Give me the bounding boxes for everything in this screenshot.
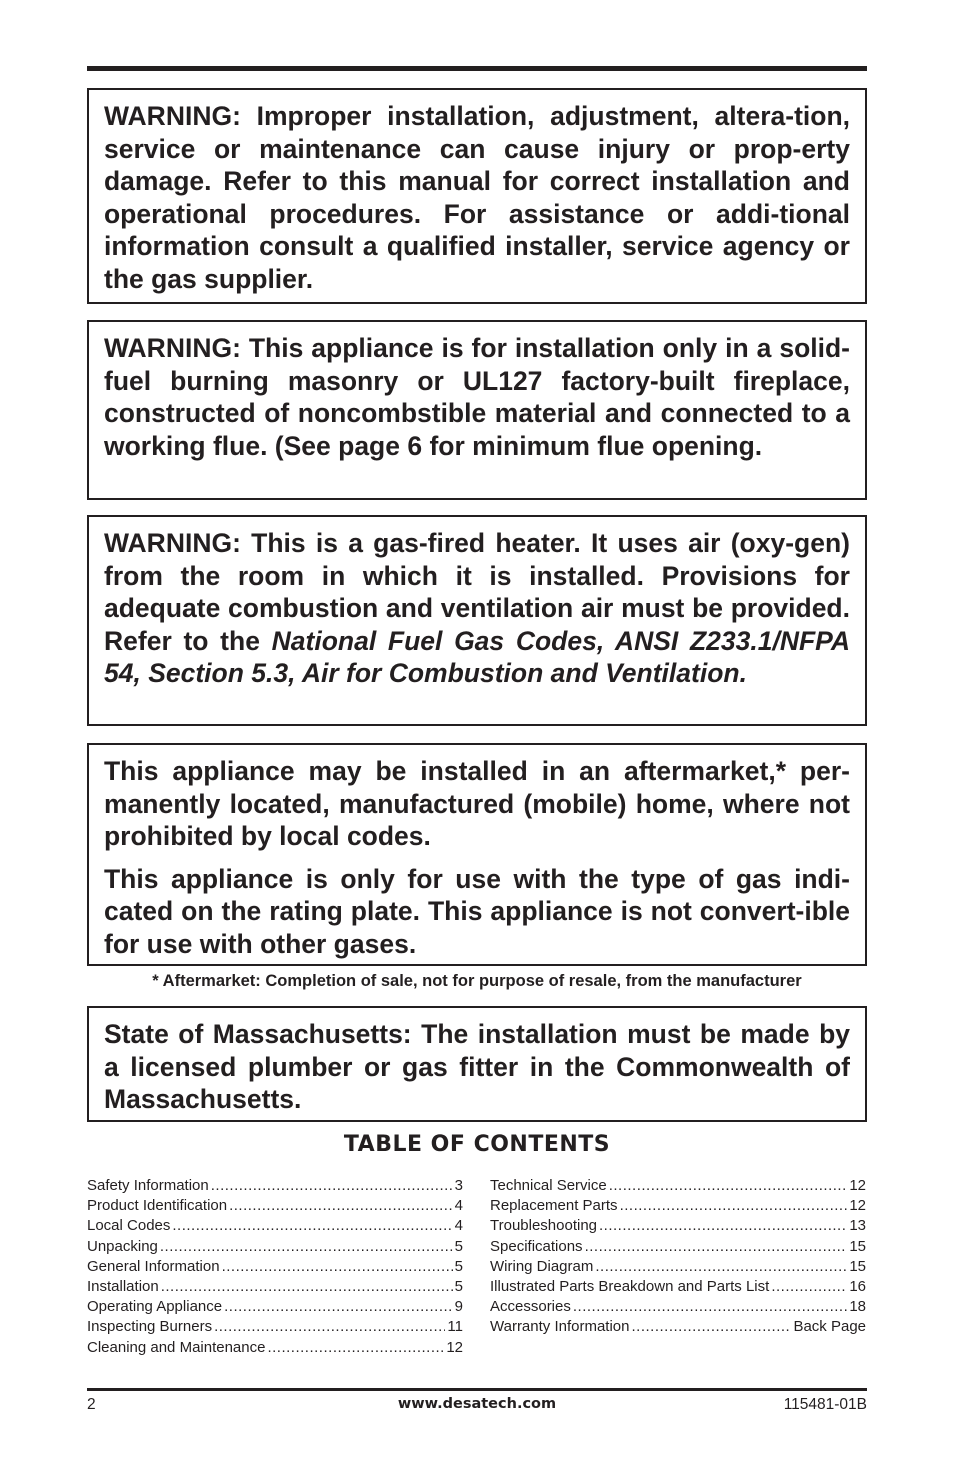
website-link[interactable]: www.desatech.com <box>397 1396 557 1412</box>
toc-entry[interactable] <box>490 1216 866 1236</box>
toc-entry[interactable] <box>490 1176 866 1196</box>
toc-entry-page: 5 <box>454 1257 463 1275</box>
warning-text: WARNING: Improper installation, adjustment, altera-tion, service or maintenance can cause injury or prop-erty damage. Refer to this manual for correct installation and operational procedures. For assistance or addi-tional information consult a qualified installer, service agency or the gas supplier. <box>104 101 850 294</box>
toc-entry[interactable] <box>490 1317 866 1337</box>
toc-entry[interactable] <box>490 1257 866 1277</box>
toc-entry-label: Safety Information <box>87 1177 209 1194</box>
toc-entry[interactable] <box>490 1297 866 1317</box>
toc-entry-label: Accessories <box>490 1298 571 1316</box>
notice-paragraph-gas-type: This appliance is only for use with the type of gas indi-cated on the rating plate. This appliance is not convert-ible for use with other gases. <box>104 863 850 959</box>
toc-leader-dots <box>211 1176 453 1196</box>
page-number: 2 <box>87 1396 96 1413</box>
toc-entry[interactable] <box>87 1317 463 1337</box>
top-rule <box>87 66 867 71</box>
toc-entry[interactable] <box>490 1196 866 1216</box>
toc-entry-label: Unpacking <box>87 1237 158 1255</box>
aftermarket-footnote: * Aftermarket: Completion of sale, not for purpose of resale, from the manufacturer <box>152 972 802 990</box>
toc-entry-page: 15 <box>849 1237 866 1255</box>
toc-entry[interactable] <box>87 1257 463 1277</box>
toc-entry-label: Local Codes <box>87 1217 171 1235</box>
toc-entry-page: 13 <box>849 1217 866 1235</box>
toc-entry-page: 3 <box>454 1177 463 1194</box>
toc-leader-dots <box>222 1257 453 1277</box>
toc-entry-label: Troubleshooting <box>490 1217 598 1235</box>
toc-entry[interactable] <box>87 1237 463 1257</box>
toc-entry[interactable] <box>490 1237 866 1257</box>
toc-entry[interactable] <box>87 1216 463 1236</box>
toc-leader-dots <box>172 1216 452 1236</box>
toc-leader-dots <box>599 1216 847 1236</box>
notice-paragraph-aftermarket: This appliance may be installed in an aftermarket,* per-manently located, manufactured (mobile) home, where not prohibited by local codes. <box>104 756 850 851</box>
toc-entry-label: Inspecting Burners <box>87 1318 213 1336</box>
toc-entry-label: Product Identification <box>87 1197 228 1215</box>
massachusetts-box <box>87 1006 867 1122</box>
toc-leader-dots <box>771 1277 847 1297</box>
massachusetts-text: State of Massachusetts: The installation must be made by a licensed plumber or gas fitter in the Commonwealth of Massachusetts. <box>104 1019 850 1114</box>
toc-entry-page: 16 <box>849 1277 866 1295</box>
toc-entry-label: Replacement Parts <box>490 1197 618 1215</box>
toc-entry-label: Warranty Information <box>490 1318 630 1336</box>
document-number: 115481-01B <box>783 1396 867 1413</box>
toc-leader-dots <box>632 1317 792 1337</box>
toc-leader-dots <box>609 1176 848 1196</box>
toc-entry[interactable] <box>87 1176 463 1196</box>
toc-entry-page: 12 <box>849 1197 866 1215</box>
toc-entry-page: 5 <box>454 1237 463 1255</box>
toc-entry[interactable] <box>87 1338 463 1358</box>
toc-leader-dots <box>573 1297 847 1317</box>
toc-entry-label: Wiring Diagram <box>490 1257 594 1275</box>
toc-entry-page: 12 <box>446 1338 463 1356</box>
toc-entry-page: 11 <box>447 1318 463 1336</box>
warning-text <box>104 527 850 690</box>
toc-entry[interactable] <box>87 1297 463 1317</box>
toc-leader-dots <box>161 1277 453 1297</box>
toc-entry-label: Technical Service <box>490 1177 607 1194</box>
toc-entry-page: 15 <box>849 1257 866 1275</box>
notice-box-mobile-home <box>87 743 867 966</box>
warning-text: WARNING: This appliance is for installation only in a solid-fuel burning masonry or UL127 factory-built fireplace, constructed of noncombstible material and connected to a working flue. (See page 6 for minimum flue opening. <box>104 333 850 461</box>
bottom-rule <box>87 1388 867 1391</box>
toc-entry-page: Back Page <box>793 1318 866 1336</box>
toc-title: TABLE OF CONTENTS <box>343 1132 611 1157</box>
toc-leader-dots <box>224 1297 453 1317</box>
toc-entry-page: 4 <box>454 1217 463 1235</box>
toc-leader-dots <box>595 1257 847 1277</box>
toc-entry-label: Cleaning and Maintenance <box>87 1338 266 1356</box>
toc-entry-label: Operating Appliance <box>87 1298 223 1316</box>
toc-entry-page: 12 <box>849 1177 866 1194</box>
warning-text-reference: National Fuel Gas Codes, ANSI Z233.1/NFPA 54, Section 5.3, Air for Combustion and Ventilation. <box>104 625 850 688</box>
toc-entry-page: 9 <box>454 1298 463 1316</box>
warning-text-main: WARNING: This is a gas-fired heater. It uses air (oxy-gen) from the room in which it is installed. Provisions for adequate combustion and ventilation air must be provided. Refer to the <box>104 528 850 656</box>
toc-leader-dots <box>267 1338 444 1358</box>
toc-entry-page: 18 <box>849 1298 866 1316</box>
warning-box-fireplace <box>87 320 867 500</box>
toc-entry-label: Installation <box>87 1277 159 1295</box>
toc-left-column <box>87 1176 463 1358</box>
toc-leader-dots <box>620 1196 848 1216</box>
toc-entry-label: General Information <box>87 1257 220 1275</box>
toc-entry[interactable] <box>490 1277 866 1297</box>
warning-box-installation <box>87 88 867 304</box>
toc-right-column <box>490 1176 866 1338</box>
toc-leader-dots <box>160 1237 453 1257</box>
warning-box-air <box>87 515 867 726</box>
toc-entry[interactable] <box>87 1196 463 1216</box>
toc-leader-dots <box>585 1237 848 1257</box>
toc-entry-label: Specifications <box>490 1237 583 1255</box>
toc-entry-label: Illustrated Parts Breakdown and Parts List <box>490 1277 770 1295</box>
toc-entry[interactable] <box>87 1277 463 1297</box>
toc-entry-page: 5 <box>454 1277 463 1295</box>
toc-entry-page: 4 <box>454 1197 463 1215</box>
toc-leader-dots <box>229 1196 453 1216</box>
toc-leader-dots <box>214 1317 445 1337</box>
